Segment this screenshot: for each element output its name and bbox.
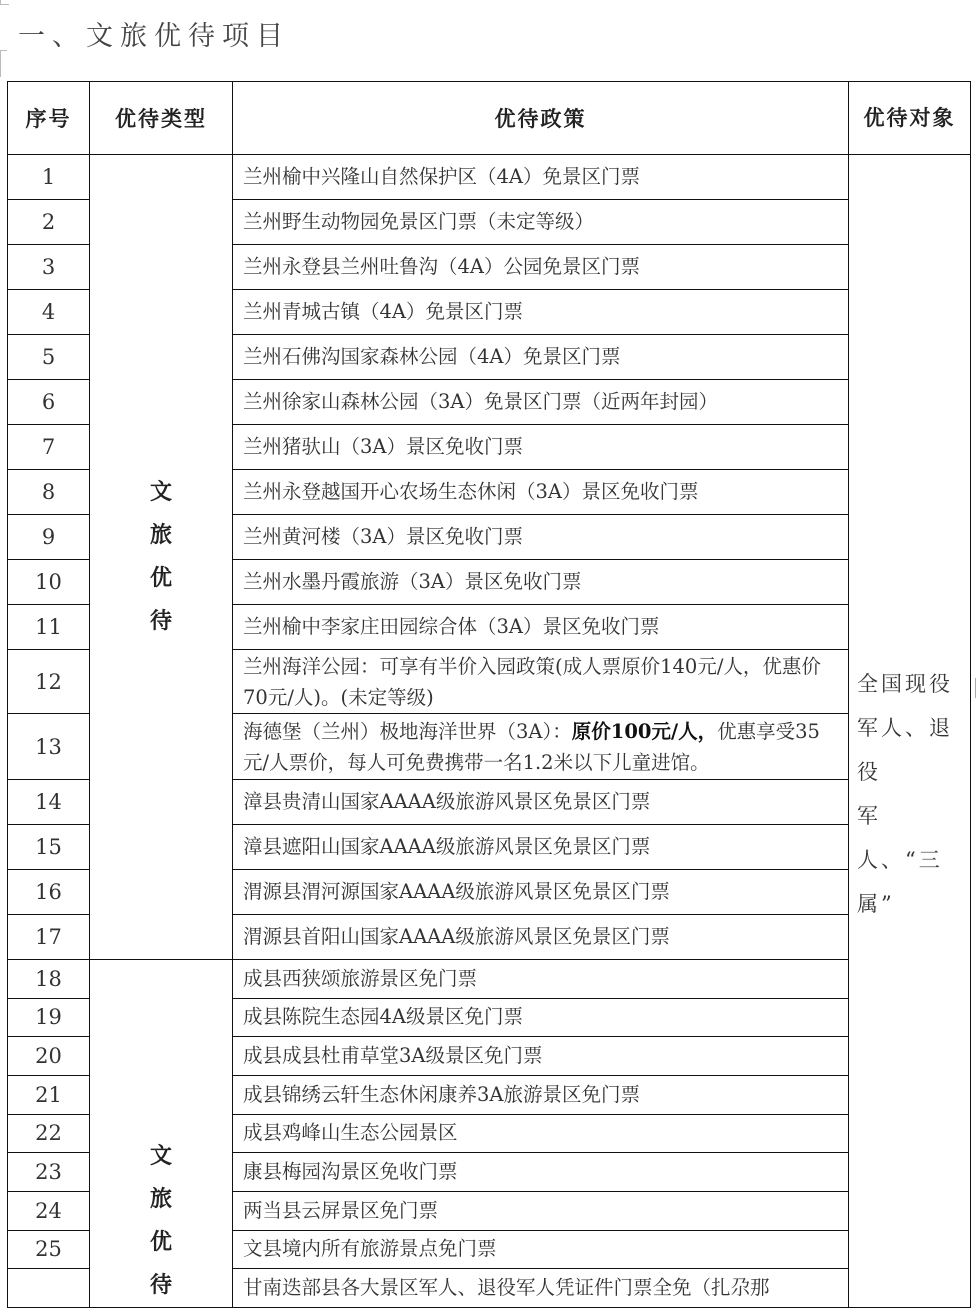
policy-cell: 兰州永登越国开心农场生态休闲（3A）景区免收门票 [233, 470, 849, 515]
type-char: 文 [149, 1143, 172, 1169]
row-number: 13 [8, 714, 90, 780]
header-policy: 优待政策 [233, 82, 849, 155]
policy-cell: 渭源县首阳山国家AAAA级旅游风景区免景区门票 [233, 915, 849, 960]
row-number: 10 [8, 560, 90, 605]
policy-cell [233, 714, 849, 780]
table-row [8, 960, 971, 999]
target-cell [849, 155, 971, 1308]
preferential-policy-table [7, 81, 971, 1308]
policy-cell: 漳县贵清山国家AAAA级旅游风景区免景区门票 [233, 780, 849, 825]
header-type: 优待类型 [90, 82, 233, 155]
policy-cell: 成县鸡峰山生态公园景区 [233, 1114, 849, 1153]
table-header-row [8, 82, 971, 155]
row-number [8, 1269, 90, 1308]
page-margin-mark-right [975, 678, 980, 698]
row-number: 6 [8, 380, 90, 425]
policy-cell: 兰州海洋公园：可享有半价入园政策(成人票原价140元/人，优惠价70元/人)。(未定等级) [233, 650, 849, 714]
policy-text: 优惠享受35元/人票价，每人可免费携带一名1.2米以下儿童进馆。 [243, 719, 820, 774]
type-char: 旅 [149, 522, 172, 548]
header-target [849, 82, 971, 155]
policy-cell: 兰州榆中兴隆山自然保护区（4A）免景区门票 [233, 155, 849, 200]
row-number: 15 [8, 825, 90, 870]
section-heading: 一、文旅优待项目 [18, 21, 290, 52]
policy-cell: 漳县遮阳山国家AAAA级旅游风景区免景区门票 [233, 825, 849, 870]
policy-cell: 渭源县渭河源国家AAAA级旅游风景区免景区门票 [233, 870, 849, 915]
type-char: 旅 [149, 1186, 172, 1212]
policy-text: 海德堡（兰州）极地海洋世界（3A）： [243, 719, 572, 743]
policy-cell: 两当县云屏景区免门票 [233, 1191, 849, 1230]
policy-cell: 兰州黄河楼（3A）景区免收门票 [233, 515, 849, 560]
row-number: 17 [8, 915, 90, 960]
header-no: 序号 [8, 82, 90, 155]
policy-cell: 兰州永登县兰州吐鲁沟（4A）公园免景区门票 [233, 245, 849, 290]
row-number: 1 [8, 155, 90, 200]
type-char: 待 [149, 608, 172, 634]
policy-cell: 兰州徐家山森林公园（3A）免景区门票（近两年封园） [233, 380, 849, 425]
row-number: 23 [8, 1153, 90, 1192]
row-number: 4 [8, 290, 90, 335]
row-number: 9 [8, 515, 90, 560]
policy-cell: 成县成县杜甫草堂3A级景区免门票 [233, 1037, 849, 1076]
row-number: 5 [8, 335, 90, 380]
policy-price-bold: 原价100元/人， [571, 719, 718, 743]
header-target-text: 优待对象 [863, 105, 956, 130]
row-number: 24 [8, 1191, 90, 1230]
table-row [8, 155, 971, 200]
row-number: 12 [8, 650, 90, 714]
target-line: 军人、“三 [857, 804, 943, 872]
type-char: 文 [149, 479, 172, 505]
type-char: 优 [149, 1229, 172, 1255]
row-number: 11 [8, 605, 90, 650]
policy-cell: 成县西狭颂旅游景区免门票 [233, 960, 849, 999]
policy-cell: 兰州青城古镇（4A）免景区门票 [233, 290, 849, 335]
policy-cell: 文县境内所有旅游景点免门票 [233, 1230, 849, 1269]
page-margin-mark [0, 50, 7, 77]
row-number: 18 [8, 960, 90, 999]
row-number: 19 [8, 998, 90, 1037]
policy-cell: 成县锦绣云轩生态休闲康养3A旅游景区免门票 [233, 1075, 849, 1114]
type-char: 待 [149, 1272, 172, 1298]
row-number: 8 [8, 470, 90, 515]
target-line: 军人、退役 [857, 716, 953, 784]
row-number: 16 [8, 870, 90, 915]
target-line: 全国现役 [857, 672, 953, 696]
row-number: 2 [8, 200, 90, 245]
row-number: 22 [8, 1114, 90, 1153]
row-number: 20 [8, 1037, 90, 1076]
row-number: 25 [8, 1230, 90, 1269]
type-cell-cultural-tourism [90, 155, 233, 960]
target-line: 属” [857, 892, 895, 916]
policy-cell: 兰州猪驮山（3A）景区免收门票 [233, 425, 849, 470]
policy-cell: 成县陈院生态园4A级景区免门票 [233, 998, 849, 1037]
row-number: 7 [8, 425, 90, 470]
page-corner-mark [0, 0, 9, 5]
policy-cell: 兰州野生动物园免景区门票（未定等级） [233, 200, 849, 245]
type-cell-cultural-tourism-2 [90, 960, 233, 1308]
policy-cell: 甘南迭部县各大景区军人、退役军人凭证件门票全免（扎尕那 [233, 1269, 849, 1308]
policy-cell: 兰州榆中李家庄田园综合体（3A）景区免收门票 [233, 605, 849, 650]
policy-cell: 兰州石佛沟国家森林公园（4A）免景区门票 [233, 335, 849, 380]
row-number: 14 [8, 780, 90, 825]
row-number: 21 [8, 1075, 90, 1114]
type-char: 优 [149, 565, 172, 591]
row-number: 3 [8, 245, 90, 290]
policy-cell: 康县梅园沟景区免收门票 [233, 1153, 849, 1192]
policy-cell: 兰州水墨丹霞旅游（3A）景区免收门票 [233, 560, 849, 605]
